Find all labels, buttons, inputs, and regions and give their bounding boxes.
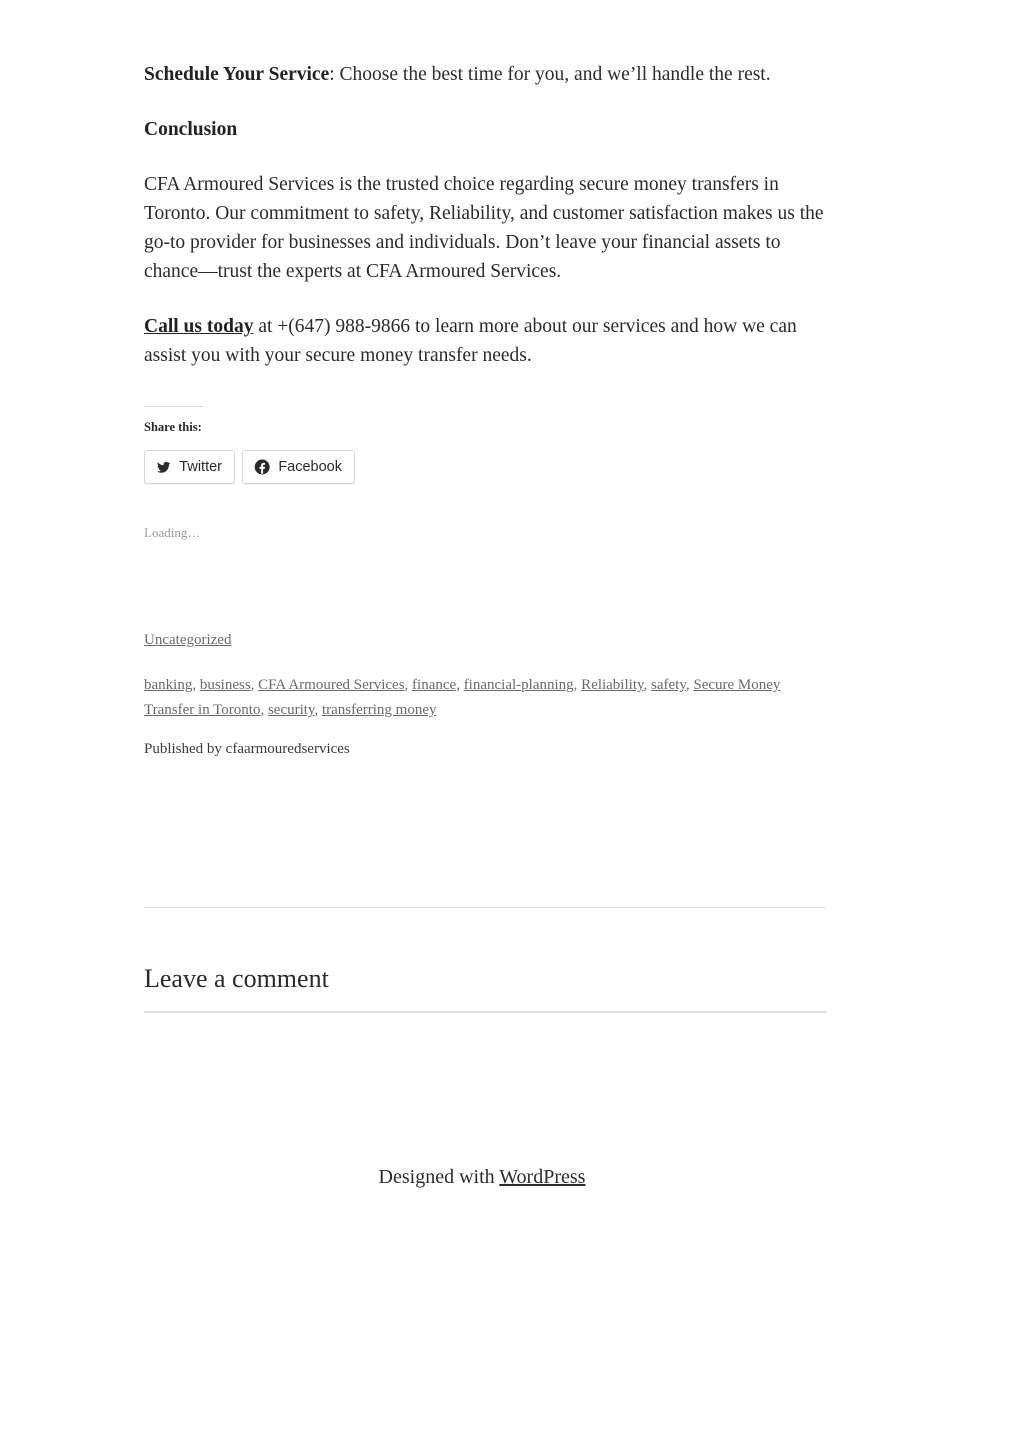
tag-link[interactable]: Reliability	[581, 677, 644, 693]
tag-link[interactable]: financial-planning	[463, 677, 574, 693]
tag-separator: ,	[456, 677, 464, 693]
facebook-icon	[254, 458, 270, 476]
wordpress-link[interactable]: WordPress	[499, 1166, 586, 1188]
call-us-link[interactable]: Call us today	[144, 316, 254, 337]
tag-link[interactable]: security	[267, 702, 315, 718]
share-divider	[144, 406, 203, 407]
twitter-icon	[156, 459, 171, 475]
footer-prefix: Designed with	[378, 1166, 500, 1188]
tag-separator: ,	[685, 677, 694, 693]
tag-link[interactable]: CFA Armoured Services	[258, 677, 405, 693]
facebook-label: Facebook	[278, 459, 342, 475]
tag-separator: ,	[192, 677, 200, 693]
call-paragraph	[144, 312, 826, 370]
share-twitter-button[interactable]	[144, 450, 235, 484]
tag-separator: ,	[573, 677, 582, 693]
category-link[interactable]: Uncategorized	[144, 632, 232, 648]
likes-loading: Loading…	[144, 525, 201, 540]
leave-comment-title: Leave a comment	[144, 964, 329, 993]
schedule-label: Schedule Your Service	[144, 64, 330, 85]
twitter-label: Twitter	[179, 459, 222, 475]
tag-link[interactable]: banking	[144, 677, 193, 693]
tag-separator: ,	[404, 677, 413, 693]
share-label: Share this:	[144, 420, 202, 434]
share-facebook-button[interactable]	[242, 450, 355, 484]
tag-link[interactable]: safety	[651, 677, 686, 693]
tag-separator: ,	[260, 702, 268, 718]
conclusion-paragraph: CFA Armoured Services is the trusted choice regarding secure money transfers in Toronto. Our commitment to safety, Reliability, and customer satisfaction makes us the go-to provider for businesses and individuals. Don’t leave your financial assets to chance—trust the experts at CFA Armoured Services.	[144, 174, 824, 282]
tag-separator: ,	[314, 702, 322, 718]
comment-title-rule	[144, 1011, 826, 1013]
call-text: at +(647) 988-9866 to learn more about our services and how we can assist you with your secure money transfer needs.	[144, 316, 797, 366]
tag-link[interactable]: transferring money	[321, 702, 437, 718]
published-by: Published by cfaarmouredservices	[144, 741, 350, 757]
section-divider	[144, 907, 826, 908]
schedule-paragraph	[144, 60, 826, 89]
post-category	[144, 632, 231, 649]
tag-link[interactable]: finance	[412, 677, 457, 693]
post-tags	[144, 673, 804, 723]
tag-link[interactable]: Secure Money Transfer in Toronto	[144, 677, 781, 718]
tag-link[interactable]: business	[199, 677, 251, 693]
tag-separator: ,	[250, 677, 259, 693]
tag-separator: ,	[643, 677, 652, 693]
schedule-text: : Choose the best time for you, and we’ll handle the rest.	[329, 64, 771, 85]
site-footer	[0, 1166, 994, 1189]
conclusion-heading: Conclusion	[144, 119, 238, 140]
